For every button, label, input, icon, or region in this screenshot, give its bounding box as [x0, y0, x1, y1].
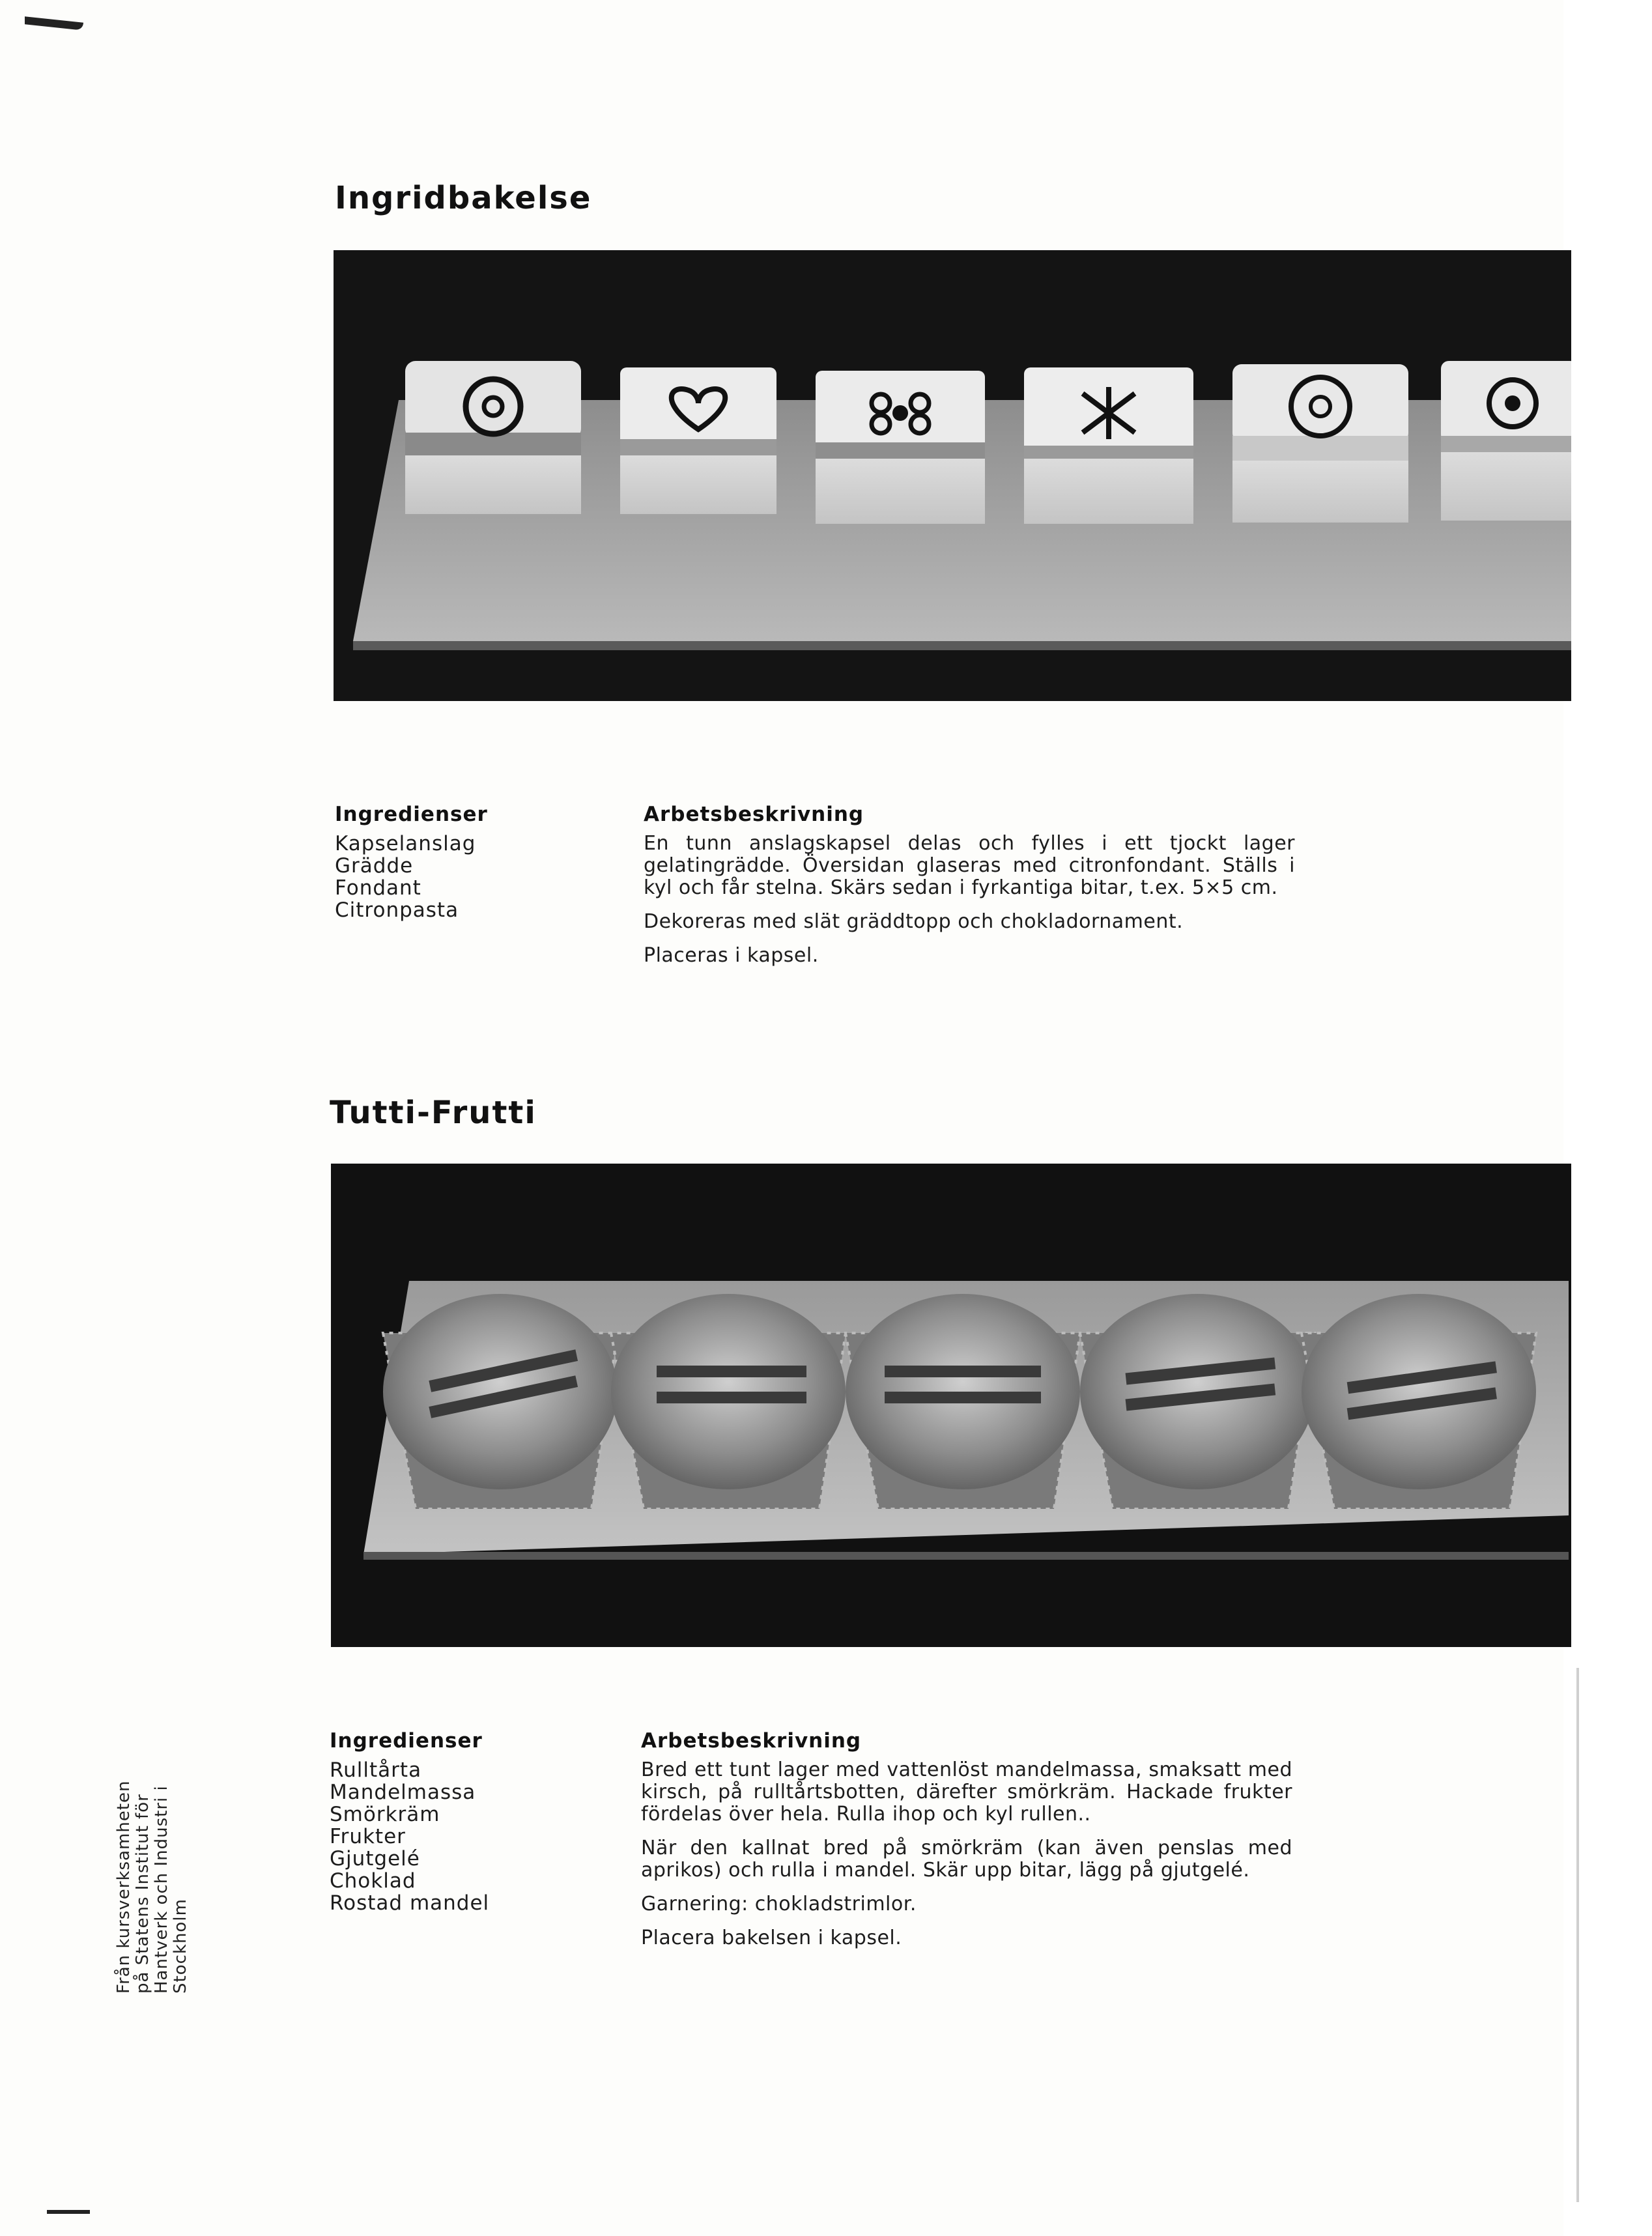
- tutti-frutti-photo-illustration: [331, 1164, 1571, 1647]
- page-edge-line: [1576, 1668, 1579, 2202]
- recipe-title: Tutti-Frutti: [330, 1095, 537, 1131]
- source-credit: [115, 1781, 190, 1994]
- method-paragraph: En tunn anslagskapsel delas och fylles i ett tjockt lager gelatingrädde. Översidan glaseras med citronfondant. Ställs i kyl och får stelna. Skärs sedan i fyrkantiga bitar, t.ex. 5×5 cm.: [644, 832, 1295, 899]
- method-text: [644, 833, 1295, 979]
- recipe-title: Ingridbakelse: [335, 180, 592, 216]
- ingredient-item: Kapselanslag: [335, 832, 476, 855]
- credit-line: Från kursverksamheten: [114, 1780, 134, 1994]
- ingredient-item: Rulltårta: [330, 1758, 422, 1782]
- method-text: [641, 1759, 1292, 1961]
- ingridbakelse-photo-illustration: [334, 250, 1571, 701]
- ingredients-list: [335, 833, 476, 921]
- pastry-row: [383, 1294, 1536, 1509]
- method-paragraph: När den kallnat bred på smörkräm (kan även penslas med aprikos) och rulla i mandel. Skär upp bitar, lägg på gjutgelé.: [641, 1837, 1292, 1882]
- pastry-photo: [334, 250, 1571, 701]
- credit-line: Stockholm: [171, 1899, 190, 1994]
- ingredient-item: Gjutgelé: [330, 1847, 420, 1870]
- scan-corner-mark: [25, 16, 83, 30]
- method-paragraph: Placeras i kapsel.: [644, 944, 819, 967]
- ingredient-item: Fondant: [335, 876, 421, 900]
- ingredients-heading: Ingredienser: [330, 1729, 483, 1753]
- ingredient-item: Frukter: [330, 1825, 406, 1848]
- method-heading: Arbetsbeskrivning: [644, 803, 864, 826]
- ingredient-item: Grädde: [335, 854, 414, 878]
- method-paragraph: Garnering: chokladstrimlor.: [641, 1893, 917, 1915]
- credit-line: Hantverk och Industri i: [152, 1785, 171, 1994]
- ingredient-item: Rostad mandel: [330, 1891, 490, 1915]
- method-paragraph: Dekoreras med slät gräddtopp och chokladornament.: [644, 910, 1184, 933]
- ingredient-item: Mandelmassa: [330, 1781, 476, 1804]
- ingredient-item: Choklad: [330, 1869, 416, 1893]
- ingredients-heading: Ingredienser: [335, 803, 488, 826]
- method-paragraph: Placera bakelsen i kapsel.: [641, 1927, 902, 1949]
- pastry-photo: [331, 1164, 1571, 1647]
- method-paragraph: Bred ett tunt lager med vattenlöst mandelmassa, smaksatt med kirsch, på rulltårtsbotten, därefter smörkräm. Hackade frukter fördelas över hela. Rulla ihop och kyl rullen..: [641, 1758, 1292, 1826]
- credit-line: på Statens Institut för: [133, 1794, 152, 1994]
- method-heading: Arbetsbeskrivning: [641, 1729, 862, 1753]
- ingredient-item: Citronpasta: [335, 898, 459, 922]
- ingredients-list: [330, 1759, 489, 1914]
- scan-corner-mark: [47, 2210, 90, 2214]
- ingredient-item: Smörkräm: [330, 1803, 440, 1826]
